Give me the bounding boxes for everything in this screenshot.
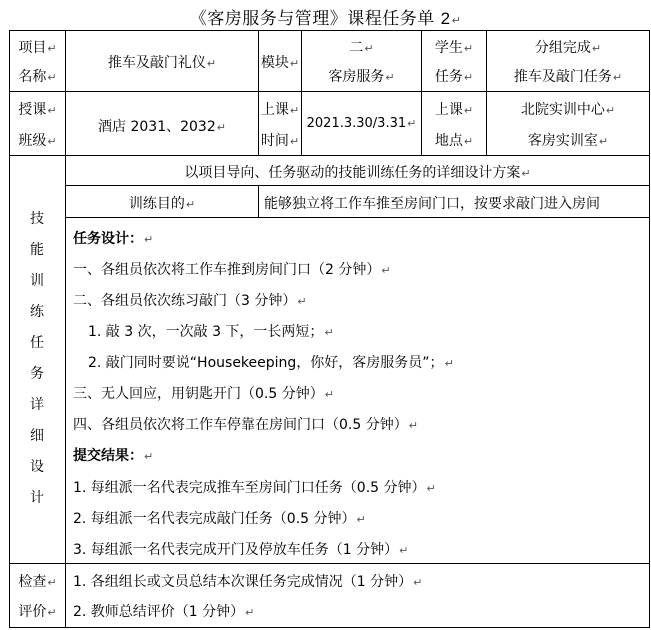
purpose-text: 能够独立将工作车推至房间门口，按要求敲门进入房间 (264, 196, 600, 212)
design-heading: 任务设计：↵ (73, 231, 154, 247)
design-step-4: 四、各组员依次将工作车停靠在房间门口（0.5 分钟）↵ (73, 417, 418, 433)
design-substep-2: 2. 敲门同时要说“Housekeeping，你好，客房服务员”；↵ (88, 355, 454, 371)
check-label-line2: 评价↵ (18, 604, 57, 620)
title-number: 2 (440, 9, 451, 28)
check-item-1: 1. 各组组长或文员总结本次课任务完成情况（1 分钟）↵ (73, 574, 423, 590)
task-label-line1: 学生↵ (434, 40, 474, 56)
project-name: 推车及敲门礼仪↵ (107, 55, 217, 71)
task-line2: 推车及敲门任务↵ (513, 69, 623, 85)
module-name: 客房服务↵ (328, 69, 395, 85)
results-heading: 提交结果：↵ (73, 448, 154, 464)
place-line1: 北院实训中心↵ (520, 102, 616, 118)
design-step-1: 一、各组员依次将工作车推到房间门口（2 分钟）↵ (73, 262, 391, 278)
place-line2: 客房实训室↵ (527, 133, 609, 149)
title-text: 《客房服务与管理》课程任务单 (189, 9, 435, 29)
result-item-3: 3. 每组派一名代表完成开门及停放车任务（1 分钟）↵ (73, 542, 409, 558)
result-item-2: 2. 每组派一名代表完成敲门任务（0.5 分钟）↵ (73, 511, 366, 527)
document-title (0, 4, 651, 29)
check-item-2: 2. 教师总结评价（1 分钟）↵ (73, 604, 255, 620)
module-number: 二↵ (349, 40, 374, 56)
side-label-char: 务 (30, 366, 44, 382)
project-label-line2: 名称↵ (18, 69, 57, 85)
task-line1: 分组完成↵ (534, 40, 602, 56)
check-label-line1: 检查↵ (18, 574, 57, 590)
class-label-line2: 班级↵ (18, 133, 57, 149)
side-label-char: 练 (30, 304, 44, 320)
design-substep-1: 1. 敲 3 次，一次敲 3 下，一长两短；↵ (88, 324, 334, 340)
class-date: 2021.3.30/3.31↵ (306, 116, 417, 131)
plan-header: 以项目导向、任务驱动的技能训练任务的详细设计方案↵ (184, 165, 531, 181)
purpose-label: 训练目的↵ (128, 196, 196, 212)
side-label-char: 设 (30, 459, 44, 475)
side-label-char: 细 (30, 428, 44, 444)
time-label-line1: 上课↵ (260, 102, 300, 118)
place-label-line1: 上课↵ (434, 102, 474, 118)
side-label-char: 训 (30, 273, 44, 289)
class-label-line1: 授课↵ (18, 102, 57, 118)
side-label-char: 详 (30, 397, 44, 413)
result-item-1: 1. 每组派一名代表完成推车至房间门口任务（0.5 分钟）↵ (73, 480, 436, 496)
task-label-line2: 任务↵ (434, 69, 474, 85)
side-label-char: 能 (30, 242, 44, 258)
design-step-3: 三、无人回应，用钥匙开门（0.5 分钟）↵ (73, 386, 334, 402)
time-label-line2: 时间↵ (260, 133, 300, 149)
side-label-char: 技 (30, 211, 44, 227)
side-label-char: 任 (30, 335, 44, 351)
paragraph-mark-icon: ↵ (451, 14, 462, 27)
place-label-line2: 地点↵ (434, 133, 474, 149)
design-step-2: 二、各组员依次练习敲门（3 分钟）↵ (73, 293, 307, 309)
project-label-line1: 项目↵ (18, 40, 57, 56)
module-label: 模块↵ (260, 55, 300, 71)
side-label-char: 计 (30, 490, 44, 506)
class-names: 酒店 2031、2032↵ (98, 119, 226, 135)
